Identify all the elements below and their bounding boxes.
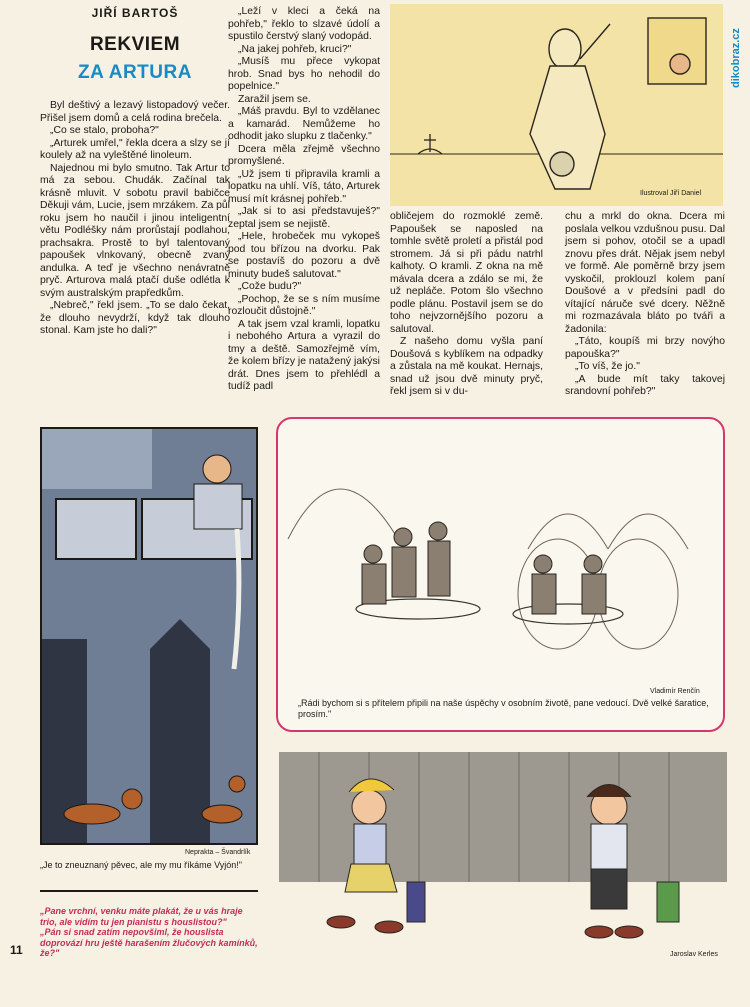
right-cartoon-caption: „Rádi bychom si s přítelem připili na naše úspěchy v osobním životě, pane vedoucí. Dvě velké šaratice, prosím." bbox=[298, 698, 709, 719]
article-title: REKVIEM bbox=[89, 34, 181, 55]
article-column-2 bbox=[228, 6, 380, 394]
saluting-man-figure bbox=[530, 24, 610, 189]
right-cartoon-credit: Vladimír Renčín bbox=[650, 688, 700, 695]
watermark-text: dikobraz.cz bbox=[730, 28, 742, 88]
paragraph: Dcera měla zřejmě všechno promyšlené. bbox=[228, 143, 380, 167]
joke-line: „Pane vrchní, venku máte plakát, že u vás hraje trio, ale vidím tu jen pianistu s houslistou?" bbox=[40, 906, 243, 927]
paragraph: „Už jsem ti připravila kramli a lopatku na uhlí. Víš, táto, Arturek musí mít krásnej pohřeb." bbox=[228, 168, 380, 205]
paragraph: „Leží v kleci a čeká na pohřeb," řeklo to slzavé údolí a spustilo čerstvý slaný vodopád. bbox=[228, 6, 380, 42]
paragraph: „Pochop, že se s ním musíme rozloučit důstojně." bbox=[228, 293, 380, 317]
top-illustration-credit: Ilustroval Jiří Daniel bbox=[640, 190, 702, 197]
paragraph: Najednou mi bylo smutno. Tak Artur to má za sebou. Chudák. Začínal tak krásně mluvit. V sobotu pravil babičce Děkuji vám, Lucie, jsem mrzákem. Za půl roku jsem ho naučil i jinou inteligentní větu Podléšky nám prorůstají podlahou, prachsakra. Prostě to byl talentovaný papoušek vlnkovaný, obecně zvaný andulka. A teď je všechno nenávratně pryč. Arturova malá ptačí duše odlétla k svým australským prapředkům. bbox=[40, 162, 230, 299]
paragraph: „To víš, že jo." bbox=[575, 361, 640, 372]
divider bbox=[40, 890, 258, 892]
paragraph: „A bude mít taky takovej srandovní pohřeb?" bbox=[565, 373, 725, 397]
article-column-4 bbox=[565, 211, 725, 399]
patrons bbox=[362, 522, 606, 614]
paragraph: „Na jakej pohřeb, kruci?" bbox=[238, 43, 352, 55]
singer-window-drawing bbox=[42, 429, 256, 843]
house-window bbox=[648, 18, 706, 84]
bottom-cartoon bbox=[279, 752, 727, 952]
paragraph: Byl deštivý a lezavý listopadový večer. Přišel jsem domů a celá rodina brečela. bbox=[40, 100, 230, 124]
site-watermark bbox=[728, 10, 748, 90]
paragraph: „Nebreč," řekl jsem. „To se dalo čekat, že dlouho nevydrží, když tak dlouho stonal. Kam jste ho dali?" bbox=[40, 300, 230, 336]
paragraph: „Jak si to asi představuješ?" zeptal jsem se nejistě. bbox=[228, 206, 380, 230]
right-cartoon bbox=[276, 417, 725, 732]
paragraph: „Táto, koupíš mi brzy novýho papouška?" bbox=[565, 336, 725, 360]
children-puppets-drawing bbox=[279, 752, 727, 952]
paragraph: „Cože budu?" bbox=[238, 281, 302, 292]
funeral-cartoon-drawing bbox=[390, 4, 723, 206]
paragraph: Z našeho domu vyšla paní Doušová s kyblíkem na odpadky a zůstala na mě koukat. Hernajs, snad už jsou dvě minuty pryč, řekl jsem si v du- bbox=[390, 336, 543, 397]
page-number: 11 bbox=[10, 943, 23, 957]
bottom-cartoon-credit: Jaroslav Kerles bbox=[670, 951, 718, 958]
paragraph: chu a mrkl do okna. Dcera mi poslala velkou vzdušnou pusu. Dal jsem si pohov, otočil se a upadl znovu přes drát. Nějak jsem nebyl ve formě. Ale poměrně brzy jsem vyskočil, proklouzl kolem paní Doušové a v předsíni padl do vítající náruče své dcery. Něžně mi rozmazávala bláto po tváři a žadonila: bbox=[565, 211, 725, 335]
left-cartoon-credit: Neprakta – Švandrlík bbox=[185, 849, 251, 856]
paragraph: „Co se stalo, proboha?" bbox=[50, 125, 159, 136]
paragraph: „Máš pravdu. Byl to vzdělanec a kamarád. Nemůžeme ho odhodit jako slupku z tlačenky." bbox=[228, 106, 380, 142]
top-illustration bbox=[390, 4, 723, 206]
joke-text bbox=[40, 906, 258, 959]
wine-cellar-drawing bbox=[278, 419, 723, 730]
paragraph: „Arturek umřel," řekla dcera a slzy se jí koulely až na vyleštěné linoleum. bbox=[40, 137, 230, 161]
paragraph: „Musíš mu přece vykopat hrob. Snad bys ho nehodil do popelnice." bbox=[228, 56, 380, 92]
article-author: JIŘÍ BARTOŠ bbox=[91, 6, 179, 20]
paragraph: obličejem do rozmoklé země. Papoušek se naposled na tomhle světě proletí a přistál pod stromem. Já si při pádu natrhl kalhoty. O kramli. Z okna na mě mávala dcera a zdálo se mi, že už nepláče. Potom šlo všechno podle plánu. Postavil jsem se do toho nejvzornějšího pozoru a salutoval. bbox=[390, 211, 543, 335]
article-column-3 bbox=[390, 211, 543, 399]
paragraph: Zaražil jsem se. bbox=[238, 93, 311, 105]
article-column-1 bbox=[40, 100, 230, 338]
paragraph: A tak jsem vzal kramli, lopatku i nebohého Artura a vyrazil do tmy a deště. Samozřejmě vím, že kolem břízy je natažený jakýsi drát. Dnes jsem to přehlédl a tudíž padl bbox=[228, 318, 380, 392]
left-cartoon-caption: „Je to zneuznaný pěvec, ale my mu říkáme Vyjón!" bbox=[40, 860, 242, 870]
article-subtitle: ZA ARTURA bbox=[78, 62, 192, 83]
grave-cross-icon bbox=[418, 134, 442, 154]
paragraph: „Hele, hrobeček mu vykopeš pod tou břízou na dvorku. Pak se postavíš do pozoru a dvě minuty budeš salutovat." bbox=[228, 231, 380, 280]
left-cartoon bbox=[40, 427, 258, 845]
joke-line: „Pán si snad zatím nepovšiml, že houslista doprovází hru ještě harašením žlučových kamínků, že?" bbox=[40, 927, 258, 958]
